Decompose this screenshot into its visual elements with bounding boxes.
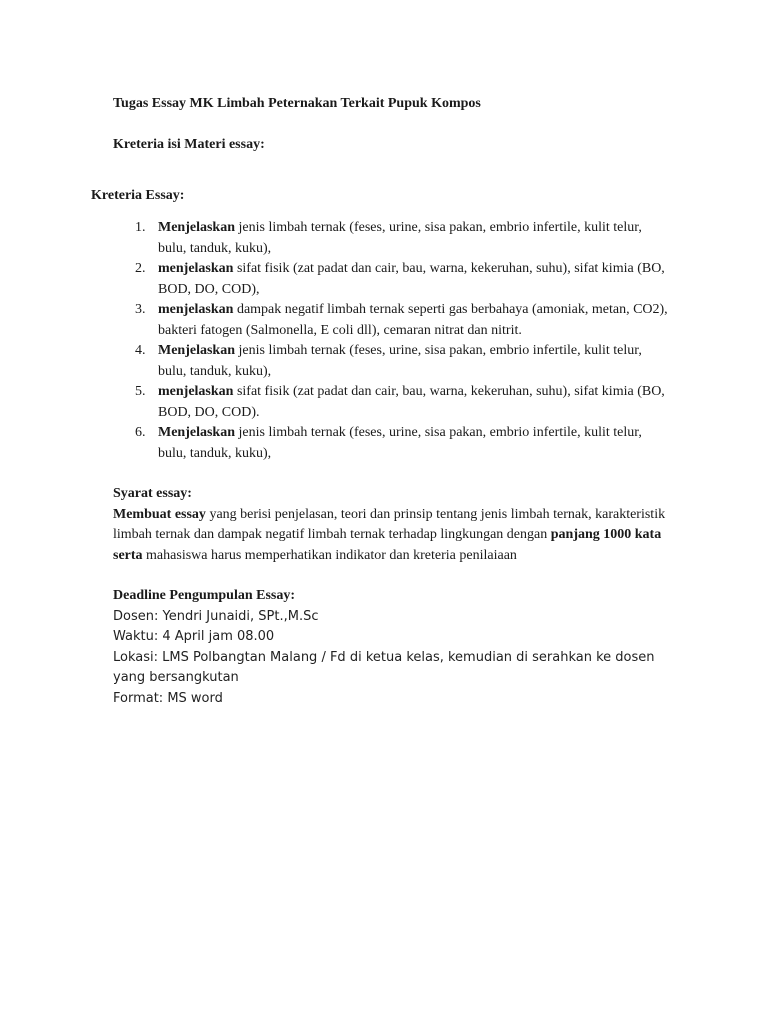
list-item [133, 300, 673, 341]
syarat-section [113, 484, 673, 566]
list-item [133, 341, 673, 382]
list-number: 4. [135, 343, 146, 358]
list-item-bold: menjelaskan [158, 261, 234, 276]
list-item [133, 259, 673, 300]
syarat-text-1: yang berisi penjelasan, teori dan prinsip tentang jenis limbah ternak, karakteristik limbah ternak dan dampak negatif limbah ternak terhadap lingkungan dengan [113, 506, 666, 542]
syarat-heading: Syarat essay: [113, 486, 192, 501]
list-item-bold: menjelaskan [158, 302, 234, 317]
list-item-text: sifat fisik (zat padat dan cair, bau, warna, kekeruhan, suhu), sifat kimia (BO, BOD, DO, COD). [158, 384, 665, 420]
list-item-bold: Menjelaskan [158, 220, 235, 235]
list-item-text: jenis limbah ternak (feses, urine, sisa pakan, embrio infertile, kulit telur, bulu, tanduk, kuku), [158, 220, 642, 256]
list-item-bold: menjelaskan [158, 384, 234, 399]
document-title: Tugas Essay MK Limbah Peternakan Terkait Pupuk Kompos [113, 96, 481, 111]
syarat-bold-2: panjang 1000 kata serta [113, 527, 662, 563]
list-item-bold: Menjelaskan [158, 425, 235, 440]
list-number: 2. [135, 261, 146, 276]
syarat-paragraph [113, 505, 673, 567]
list-item-text: jenis limbah ternak (feses, urine, sisa pakan, embrio infertile, kulit telur, bulu, tanduk, kuku), [158, 343, 642, 379]
list-item-text: jenis limbah ternak (feses, urine, sisa pakan, embrio infertile, kulit telur, bulu, tanduk, kuku), [158, 425, 642, 461]
deadline-format: Format: MS word [113, 690, 223, 706]
criteria-list [133, 218, 673, 464]
deadline-heading: Deadline Pengumpulan Essay: [113, 588, 296, 603]
list-number: 1. [135, 220, 146, 235]
list-item [133, 382, 673, 423]
list-item [133, 423, 673, 464]
list-item-text: dampak negatif limbah ternak seperti gas berbahaya (amoniak, metan, CO2), bakteri fatogen (Salmonella, E coli dll), cemaran nitrat dan nitrit. [158, 302, 668, 338]
document-subtitle: Kreteria isi Materi essay: [113, 137, 265, 152]
list-item-text: sifat fisik (zat padat dan cair, bau, warna, kekeruhan, suhu), sifat kimia (BO, BOD, DO, COD), [158, 261, 665, 297]
list-number: 5. [135, 384, 146, 399]
criteria-heading: Kreteria Essay: [91, 188, 185, 203]
deadline-section [113, 586, 673, 709]
syarat-bold-1: Membuat essay [113, 506, 206, 522]
deadline-dosen: Dosen: Yendri Junaidi, SPt.,M.Sc [113, 608, 319, 624]
list-item [133, 218, 673, 259]
deadline-waktu: Waktu: 4 April jam 08.00 [113, 629, 275, 644]
list-number: 6. [135, 425, 146, 440]
list-number: 3. [135, 302, 146, 317]
syarat-text-2: mahasiswa harus memperhatikan indikator dan kreteria penilaiaan [142, 547, 517, 563]
deadline-lokasi: Lokasi: LMS Polbangtan Malang / Fd di ketua kelas, kemudian di serahkan ke dosen yang bersangkutan [113, 649, 655, 685]
list-item-bold: Menjelaskan [158, 343, 235, 358]
